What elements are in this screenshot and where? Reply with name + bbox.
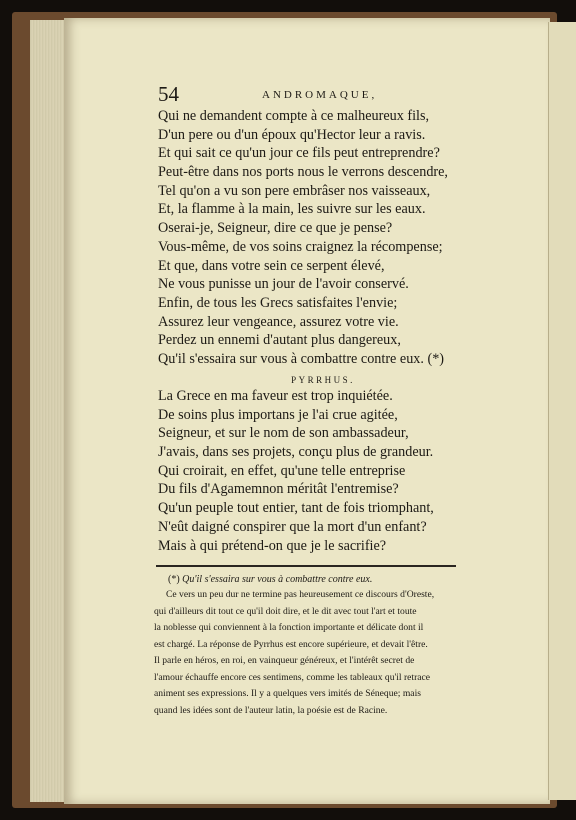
verse-line: Et qui sait ce qu'un jour ce fils peut entreprendre? — [158, 145, 440, 162]
footnote-line: qui d'ailleurs dit tout ce qu'il doit dire, et le dit avec tout l'art et toute — [154, 605, 417, 617]
footnote-divider — [156, 565, 456, 567]
verse-line: Vous-même, de vos soins craignez la récompense; — [158, 238, 443, 255]
verse-line: De soins plus importans je l'ai crue agitée, — [158, 406, 398, 423]
footnote-line: quand les idées sont de l'auteur latin, la poésie est de Racine. — [154, 704, 388, 716]
footnote-line: Ce vers un peu dur ne termine pas heureusement ce discours d'Oreste, — [166, 589, 435, 600]
verse-line: Assurez leur vengeance, assurez votre vie. — [158, 313, 399, 330]
speaker-name: PYRRHUS. — [291, 375, 355, 385]
footnote-quote: Qu'il s'essaira sur vous à combattre contre eux. — [182, 574, 373, 585]
verse-line: Qu'il s'essaira sur vous à combattre contre eux. (*) — [158, 350, 445, 367]
verse-line: La Grece en ma faveur est trop inquiétée. — [158, 388, 393, 404]
verse-line: Et, la flamme à la main, les suivre sur les eaux. — [158, 201, 426, 218]
verse-line: Seigneur, et sur le nom de son ambassadeur, — [158, 425, 409, 442]
verse-line: Mais à qui prétend-on que je le sacrifie? — [158, 537, 387, 554]
verse-block-oreste — [158, 107, 478, 369]
verse-line: Et que, dans votre sein ce serpent élevé, — [158, 257, 385, 274]
footnote-reference — [168, 574, 372, 585]
footnote-line: est chargé. La réponse de Pyrrhus est encore supérieure, et devait l'être. — [154, 638, 428, 650]
page-number: 54 — [158, 82, 179, 106]
verse-line: Oserai-je, Seigneur, dire ce que je pense? — [158, 220, 393, 237]
verse-line: Tel qu'on a vu son pere embrâser nos vaisseaux, — [158, 182, 431, 199]
verse-line: Qui croirait, en effet, qu'une telle entreprise — [158, 462, 406, 479]
verse-line: Qui ne demandent compte à ce malheureux fils, — [158, 108, 430, 124]
footnote-line: Il parle en héros, en roi, en vainqueur généreux, et l'intérêt secret de — [154, 655, 415, 666]
verse-line: Peut-être dans nos ports nous le verrons descendre, — [158, 164, 448, 181]
footnote-line: la noblesse qui conviennent à la fonction importante et délicate dont il — [154, 622, 424, 633]
verse-block-pyrrhus — [158, 387, 478, 555]
running-head: ANDROMAQUE, — [262, 89, 378, 101]
verse-line: Enfin, de tous les Grecs satisfaites l'envie; — [158, 294, 398, 311]
verse-line: Du fils d'Agamemnon méritât l'entremise? — [158, 481, 399, 498]
footnote-line: animent ses expressions. Il y a quelques vers imités de Séneque; mais — [154, 688, 421, 699]
verse-line: Qu'un peuple tout entier, tant de fois triomphant, — [158, 500, 434, 517]
verse-line: D'un pere ou d'un époux qu'Hector leur a ravis. — [158, 126, 426, 143]
verse-line: N'eût daigné conspirer que la mort d'un enfant? — [158, 518, 427, 535]
verse-line: J'avais, dans ses projets, conçu plus de grandeur. — [158, 444, 434, 461]
footnote-line: l'amour échauffe encore ces sentimens, comme les tableaux qu'il retrace — [154, 671, 431, 683]
footnote-marker: (*) — [168, 574, 180, 585]
footnote-text — [154, 587, 458, 719]
verse-line: Perdez un ennemi d'autant plus dangereux, — [158, 332, 401, 349]
facing-page-edge — [548, 22, 576, 800]
verse-line: Ne vous punisse un jour de l'avoir conservé. — [158, 276, 409, 293]
